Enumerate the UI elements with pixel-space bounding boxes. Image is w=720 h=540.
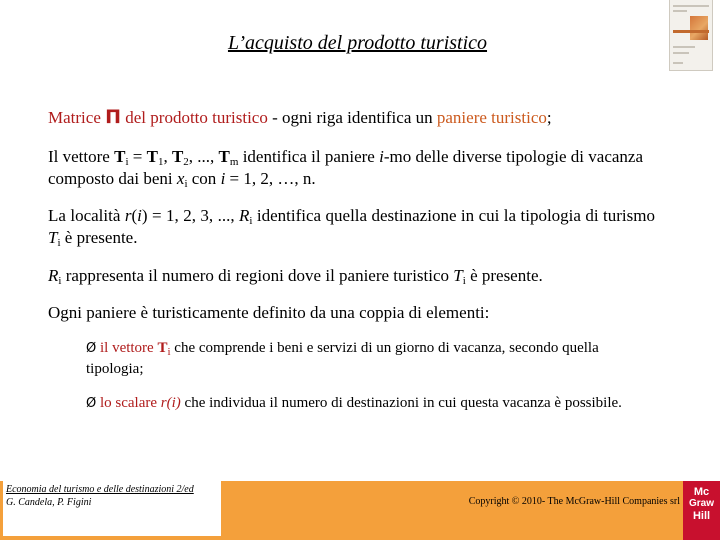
book-cover-thumbnail-icon <box>669 0 713 71</box>
bullet-vector: Ø il vettore $T_i$ che comprende i beni e servizi di un giorno di vacanza, secondo quella tipologia; <box>86 340 599 377</box>
arrow-bullet-icon: Ø <box>86 341 97 356</box>
footer-copyright: Copyright © 2010- The McGraw-Hill Companies srl <box>468 496 680 507</box>
page-title: L’acquisto del prodotto turistico <box>227 32 488 54</box>
paragraph-matrix: Matrice Π del prodotto turistico - ogni riga identifica un paniere turistico; <box>48 106 552 128</box>
mcgraw-hill-logo-icon: Mc Graw Hill <box>683 481 720 540</box>
paragraph-pair: Ogni paniere è turisticamente definito da una coppia di elementi: <box>48 303 490 322</box>
footer-book-title: Economia del turismo e delle destinazioni 2/ed <box>6 484 194 495</box>
paragraph-locality: La località r(i) = 1, 2, 3, ..., $R_i$ identifica quella destinazione in cui la tipologia di turismo $T_i$ è presente. <box>48 206 655 249</box>
paragraph-vector: Il vettore $T_i = T_1$, $T_2$, ..., $T_m$ identifica il paniere i-mo delle diverse tipologie di vacanza composto dai beni $x_i$ con i = 1, 2, …, n. <box>48 147 643 190</box>
footer-book-info <box>3 481 221 536</box>
footer-authors: G. Candela, P. Figini <box>6 497 92 508</box>
bullet-scalar: Ø lo scalare r(i) che individua il numero di destinazioni in cui questa vacanza è possibile. <box>86 395 622 411</box>
arrow-bullet-icon: Ø <box>86 396 97 411</box>
paragraph-regions: $R_i$ rappresenta il numero di regioni dove il paniere turistico $T_i$ è presente. <box>48 266 543 287</box>
